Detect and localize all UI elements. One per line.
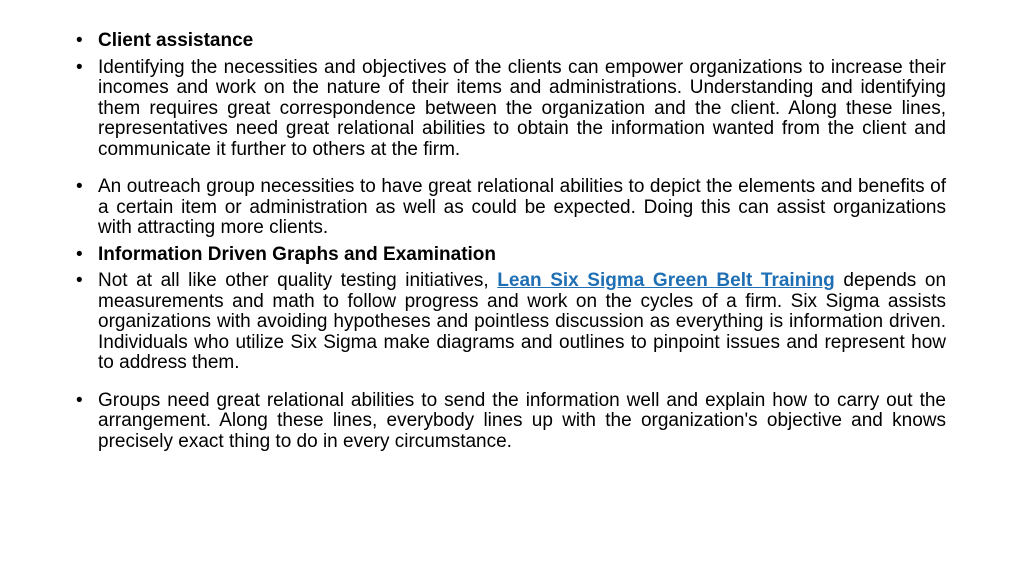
bullet-heading-information-driven xyxy=(76,245,946,266)
bullet-marker: • xyxy=(76,243,83,265)
slide-content xyxy=(76,31,946,452)
lean-six-sigma-link[interactable]: Lean Six Sigma Green Belt Training xyxy=(497,270,835,291)
bullet-paragraph-4 xyxy=(76,391,946,453)
bullet-marker: • xyxy=(76,176,83,197)
paragraph-1-text: Identifying the necessities and objectives of the clients can empower organizations to increase their incomes and work on the nature of their items and administrations. Understanding and identifying them requires great correspondence between the organization and the client. Along these lines, representatives need great relational abilities to obtain the information wanted from the client and communicate it further to others at the firm. xyxy=(98,56,946,160)
bullet-paragraph-1 xyxy=(76,58,946,161)
paragraph-3-after-link: depends on measurements and math to follow progress and work on the cycles of a firm. Six Sigma assists organizations with avoiding hypotheses and pointless discussion as everything is information driven. Individuals who utilize Six Sigma make diagrams and outlines to pinpoint issues and represent how to address them. xyxy=(98,270,947,373)
bullet-marker: • xyxy=(76,389,83,411)
paragraph-2-text: An outreach group necessities to have great relational abilities to depict the elements and benefits of a certain item or administration as well as could be expected. Doing this can assist organizations with attracting more clients. xyxy=(98,176,946,238)
heading-information-driven: Information Driven Graphs and Examination xyxy=(98,243,497,265)
paragraph-3-text xyxy=(98,271,946,374)
bullet-marker: • xyxy=(76,30,83,51)
bullet-heading-client-assistance xyxy=(76,31,946,52)
bullet-marker: • xyxy=(76,270,83,291)
heading-client-assistance: Client assistance xyxy=(98,30,254,51)
bullet-paragraph-3 xyxy=(76,271,946,374)
paragraph-4-text: Groups need great relational abilities to send the information well and explain how to carry out the arrangement. Along these lines, everybody lines up with the organization's objective and knows precisely exact thing to do in every circumstance. xyxy=(98,389,946,452)
bullet-marker: • xyxy=(76,56,83,78)
bullet-paragraph-2 xyxy=(76,177,946,239)
paragraph-3-before-link: Not at all like other quality testing initiatives, xyxy=(98,270,498,291)
